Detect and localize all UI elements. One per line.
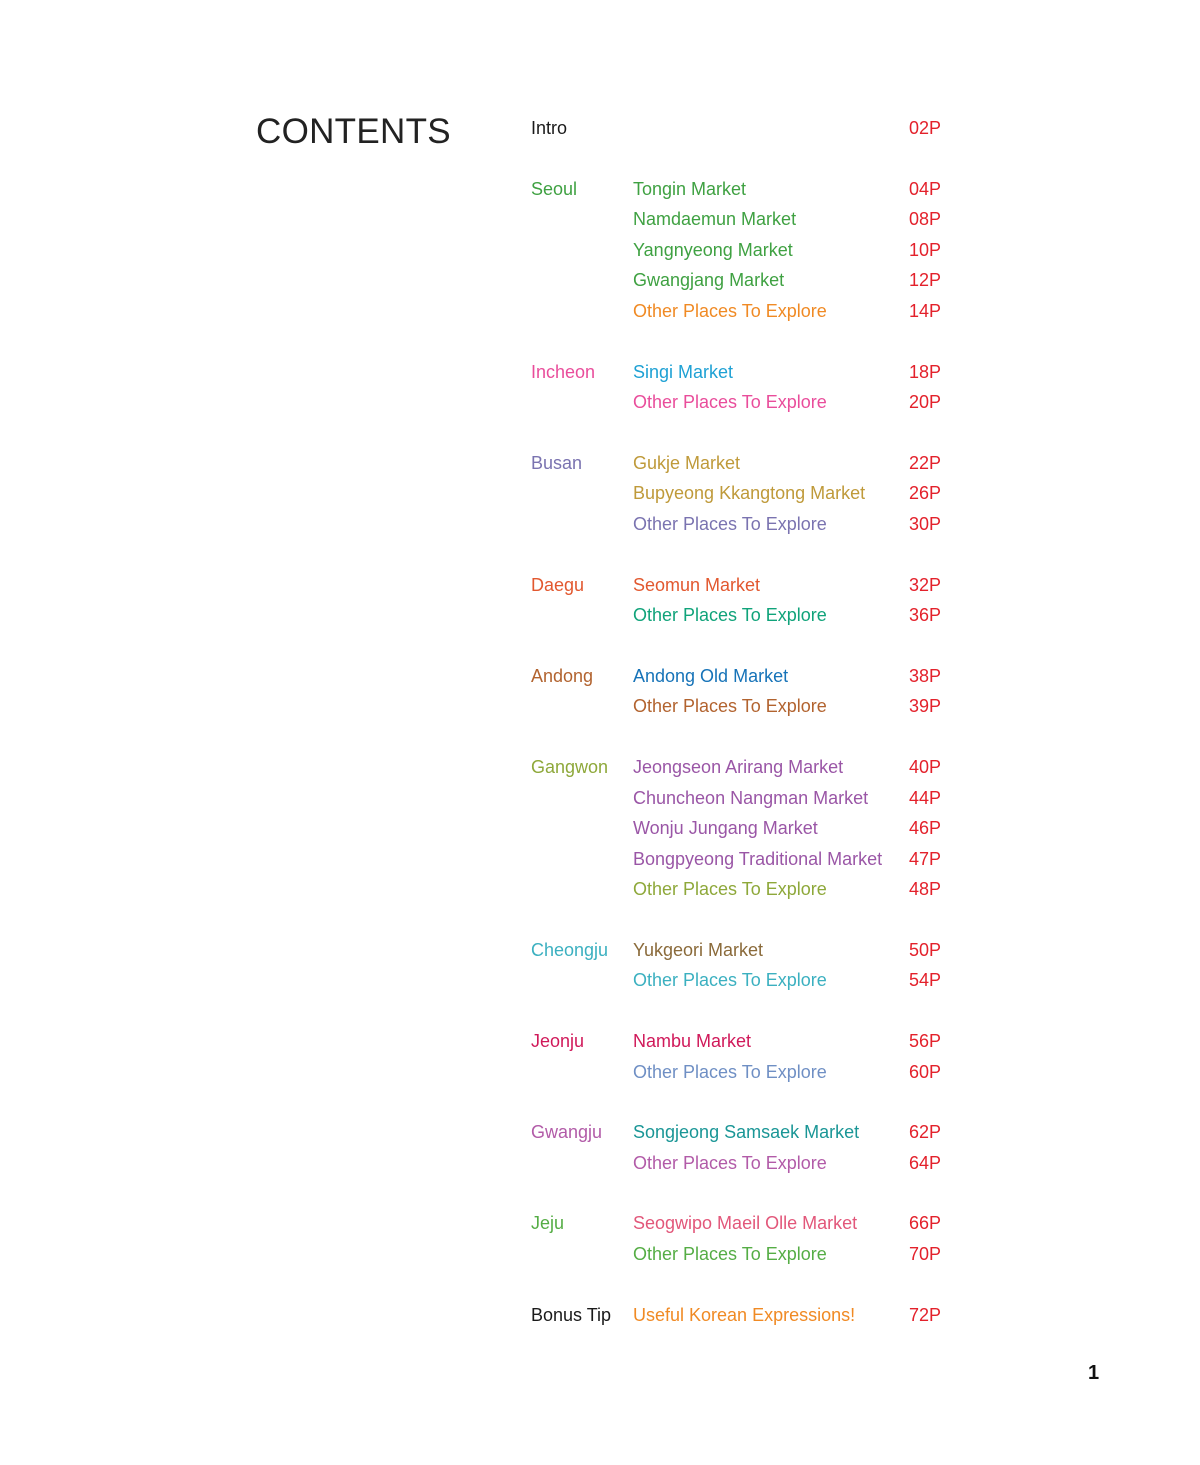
toc-entry[interactable]	[531, 813, 961, 844]
toc-section	[531, 174, 961, 327]
entry-page-number: 72P	[909, 1304, 942, 1325]
entry-title: Bupyeong Kkangtong Market	[633, 483, 866, 504]
entry-title: Other Places To Explore	[633, 1152, 827, 1173]
region-label: Intro	[531, 118, 568, 138]
toc-entry[interactable]	[531, 691, 961, 722]
entry-page-number: 56P	[909, 1031, 942, 1052]
region-label: Incheon	[531, 361, 596, 382]
toc-section	[531, 661, 961, 722]
entry-page-number: 39P	[909, 696, 942, 717]
toc-entry[interactable]	[531, 1239, 961, 1270]
entry-title: Seogwipo Maeil Olle Market	[633, 1213, 858, 1234]
toc-entry[interactable]	[531, 661, 961, 692]
entry-title: Yangnyeong Market	[633, 239, 793, 260]
entry-title: Jeongseon Arirang Market	[633, 756, 844, 777]
toc-entry[interactable]	[531, 113, 961, 144]
entry-page-number: 70P	[909, 1244, 942, 1265]
toc-entry[interactable]	[531, 1208, 961, 1239]
toc-section	[531, 1300, 961, 1331]
toc-entry[interactable]	[531, 478, 961, 509]
toc-entry[interactable]	[531, 235, 961, 266]
entry-page-number: 48P	[909, 879, 942, 900]
toc-entry[interactable]	[531, 783, 961, 814]
entry-title: Nambu Market	[633, 1031, 752, 1052]
toc-entry[interactable]	[531, 570, 961, 601]
page-number: 1	[1088, 1362, 1100, 1384]
toc-entry[interactable]	[531, 1057, 961, 1088]
entry-page-number: 02P	[909, 118, 942, 138]
toc-section	[531, 752, 961, 905]
toc-entry[interactable]	[531, 357, 961, 388]
region-label: Busan	[531, 452, 583, 473]
region-label: Jeonju	[531, 1031, 585, 1052]
region-label: Bonus Tip	[531, 1304, 612, 1325]
toc-section	[531, 935, 961, 996]
entry-page-number: 20P	[909, 392, 942, 413]
entry-page-number: 62P	[909, 1122, 942, 1143]
entry-title: Other Places To Explore	[633, 300, 827, 321]
toc-entry[interactable]	[531, 844, 961, 875]
region-label: Gangwon	[531, 756, 609, 777]
entry-page-number: 26P	[909, 483, 942, 504]
entry-page-number: 47P	[909, 848, 942, 869]
toc-entry[interactable]	[531, 1148, 961, 1179]
entry-title: Tongin Market	[633, 178, 747, 199]
entry-title: Other Places To Explore	[633, 879, 827, 900]
entry-page-number: 38P	[909, 665, 942, 686]
entry-page-number: 36P	[909, 605, 942, 626]
region-label: Daegu	[531, 574, 585, 595]
region-label: Seoul	[531, 178, 578, 199]
entry-title: Useful Korean Expressions!	[633, 1304, 856, 1325]
entry-title: Andong Old Market	[633, 665, 789, 686]
toc-entry[interactable]	[531, 387, 961, 418]
entry-page-number: 54P	[909, 970, 942, 991]
page-title: CONTENTS	[256, 112, 451, 151]
entry-page-number: 44P	[909, 787, 942, 808]
entry-title: Gukje Market	[633, 452, 741, 473]
entry-page-number: 46P	[909, 818, 942, 839]
entry-page-number: 50P	[909, 939, 942, 960]
entry-title: Other Places To Explore	[633, 1061, 827, 1082]
entry-page-number: 30P	[909, 513, 942, 534]
entry-title: Other Places To Explore	[633, 513, 827, 534]
entry-title: Other Places To Explore	[633, 392, 827, 413]
toc-section	[531, 570, 961, 631]
toc-entry[interactable]	[531, 1300, 961, 1331]
toc-section	[531, 1117, 961, 1178]
entry-title: Gwangjang Market	[633, 270, 785, 291]
toc-entry[interactable]	[531, 965, 961, 996]
toc-section	[531, 357, 961, 418]
region-label: Cheongju	[531, 939, 609, 960]
entry-page-number: 18P	[909, 361, 942, 382]
entry-page-number: 08P	[909, 209, 942, 230]
entry-page-number: 40P	[909, 756, 942, 777]
toc-section	[531, 113, 961, 144]
toc-entry[interactable]	[531, 1117, 961, 1148]
toc-entry[interactable]	[531, 935, 961, 966]
entry-title: Other Places To Explore	[633, 605, 827, 626]
toc-section	[531, 1026, 961, 1087]
toc-entry[interactable]	[531, 509, 961, 540]
entry-page-number: 32P	[909, 574, 942, 595]
table-of-contents	[531, 113, 961, 1330]
entry-title: Seomun Market	[633, 574, 761, 595]
toc-entry[interactable]	[531, 600, 961, 631]
entry-title: Other Places To Explore	[633, 970, 827, 991]
entry-page-number: 14P	[909, 300, 942, 321]
entry-page-number: 60P	[909, 1061, 942, 1082]
entry-title: Singi Market	[633, 361, 734, 382]
entry-page-number: 04P	[909, 178, 942, 199]
toc-entry[interactable]	[531, 874, 961, 905]
entry-title: Namdaemun Market	[633, 209, 797, 230]
entry-title: Songjeong Samsaek Market	[633, 1122, 860, 1143]
entry-title: Other Places To Explore	[633, 696, 827, 717]
toc-entry[interactable]	[531, 752, 961, 783]
toc-entry[interactable]	[531, 204, 961, 235]
entry-title: Chuncheon Nangman Market	[633, 787, 869, 808]
toc-entry[interactable]	[531, 296, 961, 327]
region-label: Andong	[531, 665, 594, 686]
toc-section	[531, 448, 961, 540]
region-label: Gwangju	[531, 1122, 603, 1143]
entry-title: Other Places To Explore	[633, 1244, 827, 1265]
toc-entry[interactable]	[531, 174, 961, 205]
entry-page-number: 22P	[909, 452, 942, 473]
region-label: Jeju	[531, 1213, 565, 1234]
entry-title: Yukgeori Market	[633, 939, 764, 960]
entry-title: Wonju Jungang Market	[633, 818, 818, 839]
entry-title: Bongpyeong Traditional Market	[633, 848, 883, 869]
toc-entry[interactable]	[531, 265, 961, 296]
toc-entry[interactable]	[531, 448, 961, 479]
toc-entry[interactable]	[531, 1026, 961, 1057]
entry-page-number: 10P	[909, 239, 942, 260]
entry-page-number: 12P	[909, 270, 942, 291]
entry-page-number: 66P	[909, 1213, 942, 1234]
entry-page-number: 64P	[909, 1152, 942, 1173]
toc-section	[531, 1208, 961, 1269]
